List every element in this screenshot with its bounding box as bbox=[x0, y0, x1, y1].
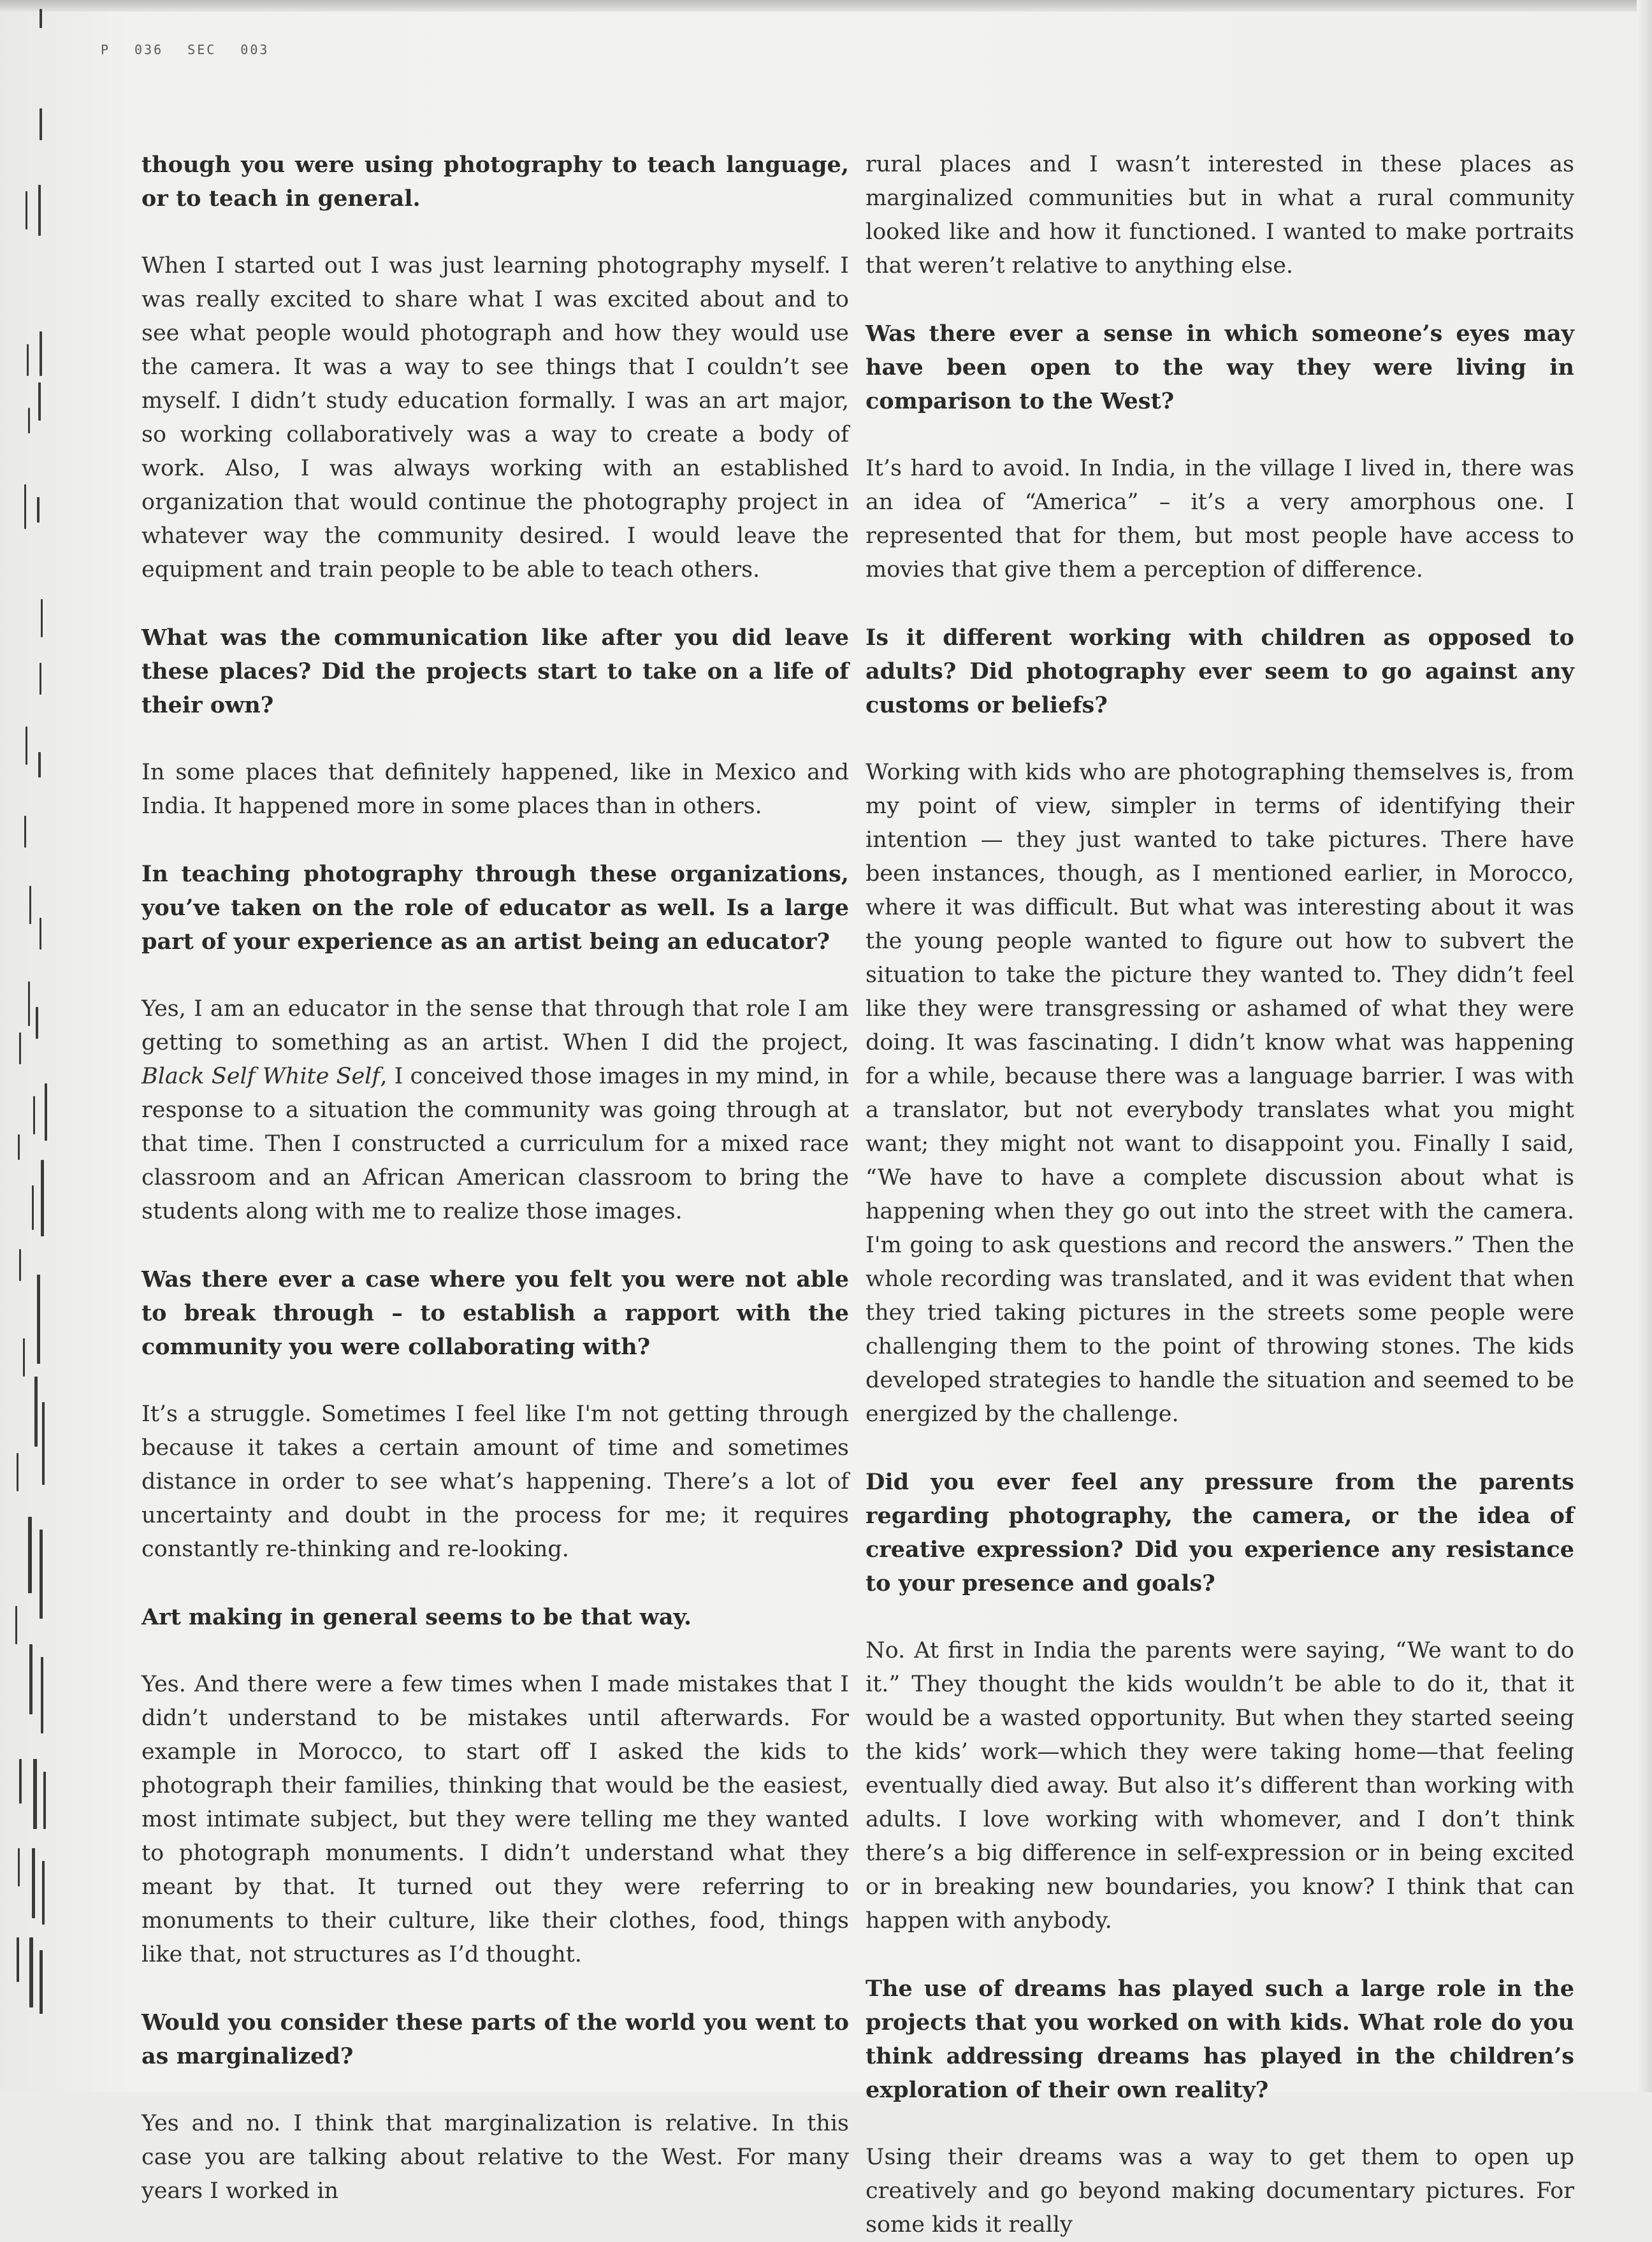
question-1: though you were using photography to teach language, or to teach in general. bbox=[141, 152, 849, 212]
answer-3-text-after: , I conceived those images in my mind, in response to a situation the community was going through at that time. Then I constructed a curriculum for a mixed race classroom and an African American classroom to bring the students along with me to realize those images. bbox=[141, 1064, 849, 1224]
page-right-edge bbox=[1637, 0, 1652, 2092]
answer-3-text-before: Yes, I am an educator in the sense that through that role I am getting to something as an artist. When I did the project, bbox=[141, 996, 849, 1055]
answer-8: Working with kids who are photographing themselves is, from my point of view, simpler in terms of identifying their intention — they just wanted to take pictures. There have been instances, though, as I mentioned earlier, in Morocco, where it was difficult. But what was interesting about it was the young people wanted to figure out how to subvert the situation to take the picture they wanted to. They didn’t feel like they were transgressing or ashamed of what they were doing. It was fascinating. I didn’t know what was happening for a while, because there was a language barrier. I was with a translator, but not everybody translates what you might want; they might not want to disappoint you. Finally I said, “We have to have a complete discussion about what is happening when they go out into the street with the camera. I'm going to ask questions and record the answers.” Then the whole recording was translated, and it was evident that when they tried taking pictures in the streets some people were challenging them to the point of throwing stones. The kids developed strategies to handle the situation and seemed to be energized by the challenge. bbox=[866, 760, 1574, 1427]
page-top-edge bbox=[0, 0, 1652, 11]
folio-section-number: 003 bbox=[240, 42, 270, 57]
question-3: In teaching photography through these organizations, you’ve taken on the role of educator as well. Is a large part of your experience as an artist being an educator? bbox=[141, 861, 849, 955]
binding-edge-marks bbox=[0, 0, 57, 2092]
answer-9: No. At first in India the parents were saying, “We want to do it.” They thought the kids wouldn’t be able to do it, that it would be a wasted opportunity. But when they started seeing the kids’ work—which they were taking home—that feeling eventually died away. But also it’s different than working with adults. I love working with whomever, and I don’t think there’s a big difference in self-expression or in being excited or in breaking new boundaries, you know? I think that can happen with anybody. bbox=[866, 1638, 1574, 1934]
answer-4: It’s a struggle. Sometimes I feel like I'm not getting through because it takes a certain amount of time and sometimes distance in order to see what’s happening. There’s a lot of uncertainty and doubt in the process for me; it requires constantly re-thinking and re-looking. bbox=[141, 1401, 849, 1562]
folio-page-number: 036 bbox=[134, 42, 164, 57]
answer-3 bbox=[141, 992, 849, 1229]
answer-6-continued: rural places and I wasn’t interested in these places as marginalized communities but in what a rural community looked like and how it functioned. I wanted to make portraits that weren’t relative to anything else. bbox=[866, 152, 1574, 278]
page-folio bbox=[101, 42, 293, 57]
folio-section-label: SEC bbox=[187, 42, 217, 57]
question-8: Is it different working with children as opposed to adults? Did photography ever seem to go against any customs or beliefs? bbox=[866, 625, 1574, 718]
question-7: Was there ever a sense in which someone’s eyes may have been open to the way they were living in comparison to the West? bbox=[866, 321, 1574, 414]
right-column bbox=[866, 148, 1574, 2242]
question-5: Art making in general seems to be that way. bbox=[141, 1604, 692, 1630]
question-4: Was there ever a case where you felt you were not able to break through – to establish a rapport with the community you were collaborating with? bbox=[141, 1266, 849, 1360]
question-6: Would you consider these parts of the world you went to as marginalized? bbox=[141, 2009, 849, 2069]
question-2: What was the communication like after you did leave these places? Did the projects start to take on a life of their own? bbox=[141, 625, 849, 718]
answer-1: When I started out I was just learning photography myself. I was really excited to share what I was excited about and to see what people would photograph and how they would use the camera. It was a way to see things that I couldn’t see myself. I didn’t study education formally. I was an art major, so working collaboratively was a way to create a body of work. Also, I was always working with an established organization that would continue the photography project in whatever way the community desired. I would leave the equipment and train people to be able to teach others. bbox=[141, 253, 849, 582]
question-10: The use of dreams has played such a large role in the projects that you worked on with kids. What role do you think addressing dreams has played in the children’s exploration of their own reality? bbox=[866, 1976, 1574, 2103]
answer-5: Yes. And there were a few times when I made mistakes that I didn’t understand to be mistakes until afterwards. For example in Morocco, to start off I asked the kids to photograph their families, thinking that would be the easiest, most intimate subject, but they were telling me they wanted to photograph monuments. I didn’t understand what they meant by that. It turned out they were referring to monuments to their culture, like their clothes, food, things like that, not structures as I’d thought. bbox=[141, 1672, 849, 1967]
project-title: Black Self White Self bbox=[141, 1064, 380, 1089]
question-9: Did you ever feel any pressure from the parents regarding photography, the camera, or the idea of creative expression? Did you experience any resistance to your presence and goals? bbox=[866, 1469, 1574, 1596]
answer-2: In some places that definitely happened, like in Mexico and India. It happened more in some places than in others. bbox=[141, 760, 849, 819]
answer-7: It’s hard to avoid. In India, in the village I lived in, there was an idea of “America” – it’s a very amorphous one. I represented that for them, but most people have access to movies that give them a perception of difference. bbox=[866, 456, 1574, 582]
folio-marker: P bbox=[101, 42, 111, 57]
left-column bbox=[141, 148, 849, 2208]
answer-10: Using their dreams was a way to get them to open up creatively and go beyond making documentary pictures. For some kids it really bbox=[866, 2144, 1574, 2238]
answer-6: Yes and no. I think that marginalization is relative. In this case you are talking about relative to the West. For many years I worked in bbox=[141, 2111, 849, 2204]
